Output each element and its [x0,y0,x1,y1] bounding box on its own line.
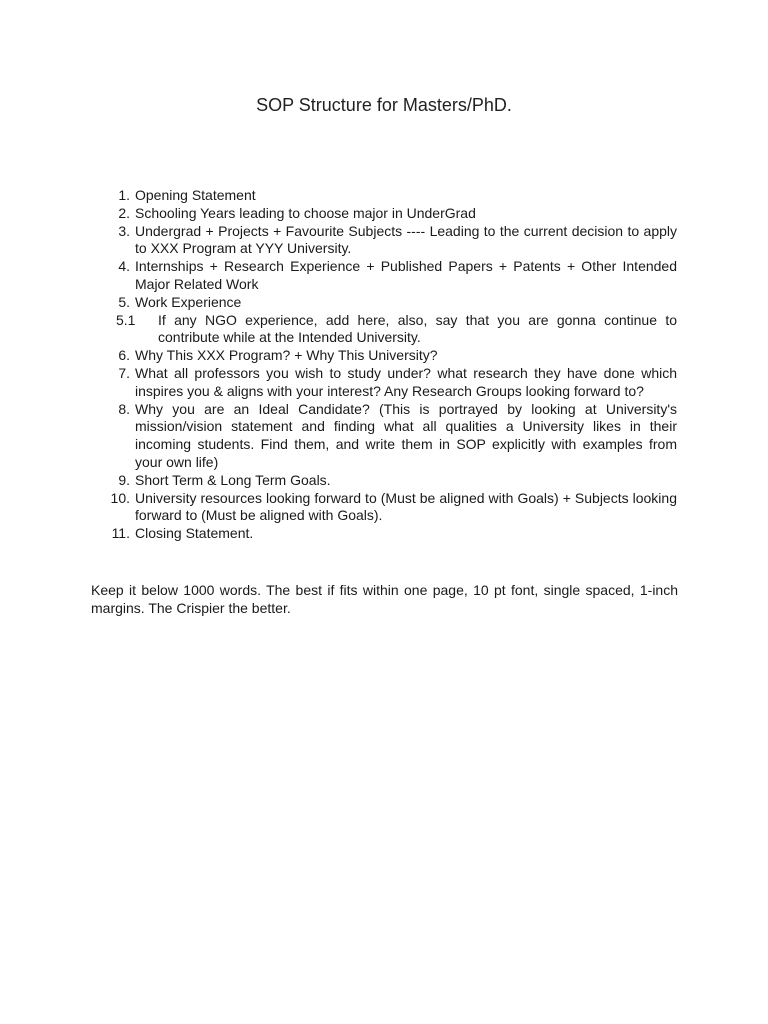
length-guideline-note: Keep it below 1000 words. The best if fits within one page, 10 pt font, single spaced, 1-inch margins. The Crispier the better. [91,582,678,616]
list-item [91,525,677,543]
list-item-text: Why you are an Ideal Candidate? (This is portrayed by looking at University's mission/vision statement and finding what all qualities a University likes in their incoming students. Find them, and write them in SOP explicitly with examples from your own life) [135,400,677,470]
list-item-text: Schooling Years leading to choose major in UnderGrad [135,204,476,221]
list-item [91,490,677,526]
list-item [91,258,677,294]
list-item-text: Opening Statement [135,187,256,203]
list-item-text: Work Experience [135,293,242,310]
list-subitem [91,312,677,348]
list-item [91,365,677,401]
list-item-number: 5.1 [116,311,136,328]
list-item-number: 2. [118,204,130,221]
list-item-text: Undergrad + Projects + Favourite Subjects ---- Leading to the current decision to apply to XXX Program at YYY University. [135,222,677,257]
list-item-number: 6. [118,347,130,364]
list-item-text: Short Term & Long Term Goals. [135,471,331,488]
list-item-text: University resources looking forward to (Must be aligned with Goals) + Subjects looking forward to (Must be aligned with Goals). [135,489,677,524]
list-item-text: If any NGO experience, add here, also, say that you are gonna continue to contribute while at the Intended University. [158,311,677,346]
list-item-number: 10. [110,489,130,506]
list-item-number: 11. [111,525,130,542]
sop-structure-list [91,187,677,543]
document-title: SOP Structure for Masters/PhD. [256,95,512,115]
list-item-text: Internships + Research Experience + Published Papers + Patents + Other Intended Major Related Work [135,258,677,292]
list-item [91,347,677,365]
list-item-number: 7. [118,364,130,381]
list-item-number: 1. [118,187,130,203]
list-item-number: 4. [118,258,130,275]
list-item [91,401,677,472]
list-item [91,223,677,259]
list-item-text: What all professors you wish to study under? what research they have done which inspires you & aligns with your interest? Any Research Groups looking forward to? [135,364,677,399]
list-item [91,472,677,490]
list-item-number: 9. [118,471,130,488]
list-item [91,294,677,312]
list-item-number: 8. [118,400,130,417]
list-item [91,205,677,223]
list-item [91,187,677,205]
list-item-number: 5. [118,293,130,310]
list-item-number: 3. [118,222,130,239]
list-item-text: Closing Statement. [135,525,254,542]
list-item-text: Why This XXX Program? + Why This University? [135,347,438,364]
